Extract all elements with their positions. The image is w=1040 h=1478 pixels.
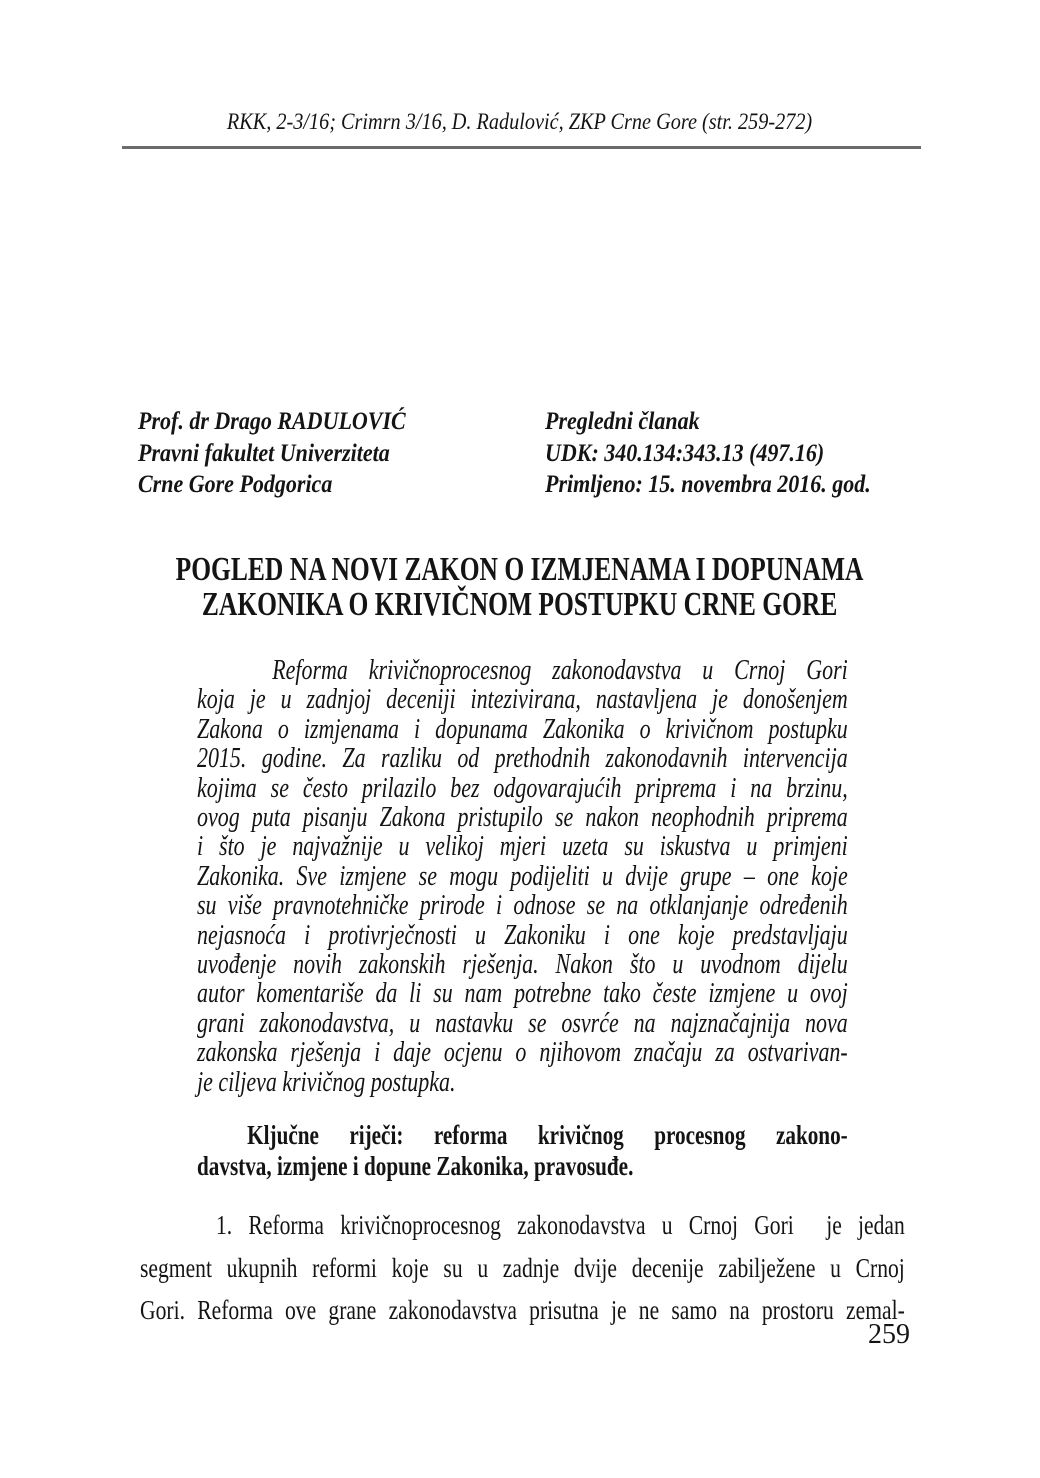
abstract-line: Zakonika. Sve izmjene se mogu podijeliti u dvije grupe – one koje [197, 860, 848, 892]
abstract-line: autor komentariše da li su nam potrebne tako česte izmjene u ovoj [197, 978, 848, 1010]
abstract-text [197, 656, 848, 1097]
header-rule [122, 146, 921, 149]
article-meta-block [545, 406, 915, 501]
abstract-line: uvođenje novih zakonskih rješenja. Nakon što u uvodnom dijelu [197, 949, 848, 981]
abstract-line: su više pravnotehničke prirode i odnose se na otklanjanje određenih [197, 890, 848, 922]
abstract-line: zakonska rješenja i daje ocjenu o njihovom značaju za ostvarivan- [197, 1037, 848, 1069]
abstract-line: Reforma krivičnoprocesnog zakonodavstva u Crnoj Gori [272, 655, 848, 686]
received-date: Primljeno: 15. novembra 2016. god. [545, 471, 871, 499]
body-paragraph-text [140, 1204, 905, 1332]
body-line: 1. Reforma krivičnoprocesnog zakonodavstva u Crnoj Gori je jedan [216, 1210, 905, 1240]
body-line: segment ukupnih reformi koje su u zadnje dvije decenije zabilježene u Crnoj [140, 1252, 905, 1283]
body-paragraph [140, 1204, 905, 1332]
abstract-line: grani zakonodavstva, u nastavku se osvrće na najznačajnija nova [197, 1007, 848, 1039]
abstract-line: je ciljeva krivičnog postupka. [197, 1066, 456, 1098]
body-line: Gori. Reforma ove grane zakonodavstva prisutna je ne samo na prostoru zemal- [140, 1295, 905, 1325]
running-header [0, 107, 1040, 137]
abstract-line: nejasnoća i protivrječnosti u Zakoniku i one koje predstavljaju [197, 919, 848, 951]
keywords-line: Ključne riječi: reforma krivičnog procesnog zakono- [247, 1120, 848, 1150]
abstract-line: i što je najvažnije u velikoj mjeri uzeta su iskustva u primjeni [197, 831, 848, 863]
author-affiliation-line-2: Crne Gore Podgorica [138, 471, 333, 499]
abstract [197, 656, 848, 1097]
abstract-line: ovog puta pisanju Zakona pristupilo se nakon neophodnih priprema [197, 802, 848, 834]
article-title-line-2: ZAKONIKA O KRIVIČNOM POSTUPKU CRNE GORE [202, 586, 838, 623]
abstract-line: kojima se često prilazilo bez odgovarajućih priprema i na brzinu, [197, 772, 848, 804]
abstract-line: koja je u zadnjoj deceniji intezivirana, nastavljena je donošenjem [197, 684, 848, 716]
abstract-line: Zakona o izmjenama i dopunama Zakonika o krivičnom postupku [197, 713, 848, 745]
author-block [138, 406, 442, 501]
article-type: Pregledni članak [545, 408, 700, 435]
article-title [0, 552, 1040, 622]
udk-number: UDK: 340.134:343.13 (497.16) [545, 439, 825, 467]
abstract-line: 2015. godine. Za razliku od prethodnih zakonodavnih intervencija [197, 743, 848, 775]
page-number: 259 [868, 1319, 910, 1350]
article-title-line-1: POGLED NA NOVI ZAKON O IZMJENAMA I DOPUNAMA [176, 551, 864, 588]
running-header-text: RKK, 2-3/16; Crimrn 3/16, D. Radulović, ZKP Crne Gore (str. 259-272) [227, 109, 813, 134]
author-name: Prof. dr Drago RADULOVIĆ [138, 408, 406, 435]
author-affiliation-line-1: Pravni fakultet Univerziteta [138, 439, 390, 467]
keywords-text [197, 1120, 848, 1182]
keywords [197, 1120, 848, 1182]
keywords-line: davstva, izmjene i dopune Zakonika, pravosuđe. [197, 1151, 634, 1181]
